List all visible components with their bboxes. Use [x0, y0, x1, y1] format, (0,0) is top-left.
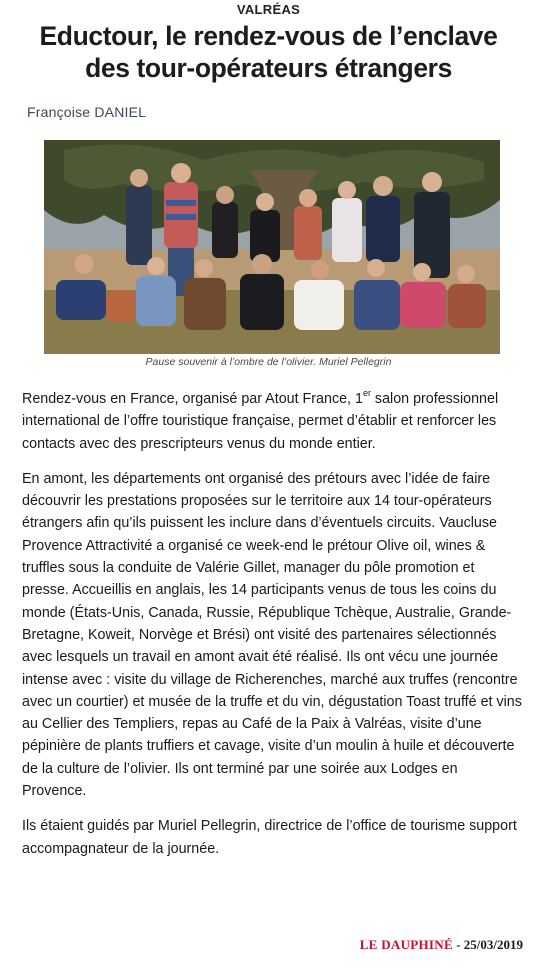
kicker: VALRÉAS	[236, 2, 301, 17]
publication-name: LE DAUPHINÉ	[359, 937, 453, 952]
source-footer	[360, 937, 523, 953]
ordinal-superscript: er	[362, 388, 371, 399]
paragraph-3: Ils étaient guidés par Muriel Pellegrin, directrice de l’office de tourisme support accompagnateur de la journée.	[22, 818, 517, 857]
headline-line-2: des tour-opérateurs étrangers	[85, 53, 452, 83]
paragraph-2: En amont, les départements ont organisé des prétours avec l’idée de faire découvrir les prestations proposées sur le territoire aux 14 tour-opérateurs étrangers afin qu’ils puissent les inclure dans d’éventuels circuits. Vaucluse Provence Attractivité a organisé ce week-end le prétour Olive oil, wines & truffles sous la conduite de Valérie Gillet, manager du pôle promotion et presse. Accueillis en anglais, les 14 participants venus de tous les coins du monde (États-Unis, Canada, Russie, République Tchèque, Australie, Grande-Bretagne, Koweit, Norvège et Brési) ont visité des partenaires sélectionnés avec lesquels un travail en amont avait été réalisé. Ils ont vécu une journée intense avec : visite du village de Richerenches, marché aux truffes (rencontre avec un courtier) et musée de la truffe et du vin, dégustation Toast truffé et vins au Cellier des Templiers, repas au Café de la Paix à Valréas, visite d’une pépinière de plants truffiers et cavage, visite d’un moulin à huile et découverte de la culture de l’olivier. Ils ont terminé par une soirée aux Lodges en Provence.	[22, 470, 522, 800]
photo-caption: Pause souvenir à l’ombre de l’olivier. Muriel Pellegrin	[145, 356, 392, 368]
headline-line-1: Eductour, le rendez-vous de l’enclave	[39, 21, 498, 51]
group-photo	[44, 140, 500, 354]
paragraph-1	[22, 388, 522, 455]
paragraph-1-end: salon professionnel international de l’offre touristique française, permet d’établir et renforcer les contacts avec des prescripteurs venus du monde entier.	[22, 391, 499, 452]
author-byline: Françoise DANIEL	[27, 104, 147, 120]
article-body	[22, 388, 522, 873]
headline	[12, 20, 525, 84]
paragraph-1-start: Rendez-vous en France, organisé par Atout France, 1	[22, 391, 363, 407]
publication-date: - 25/03/2019	[452, 937, 523, 952]
